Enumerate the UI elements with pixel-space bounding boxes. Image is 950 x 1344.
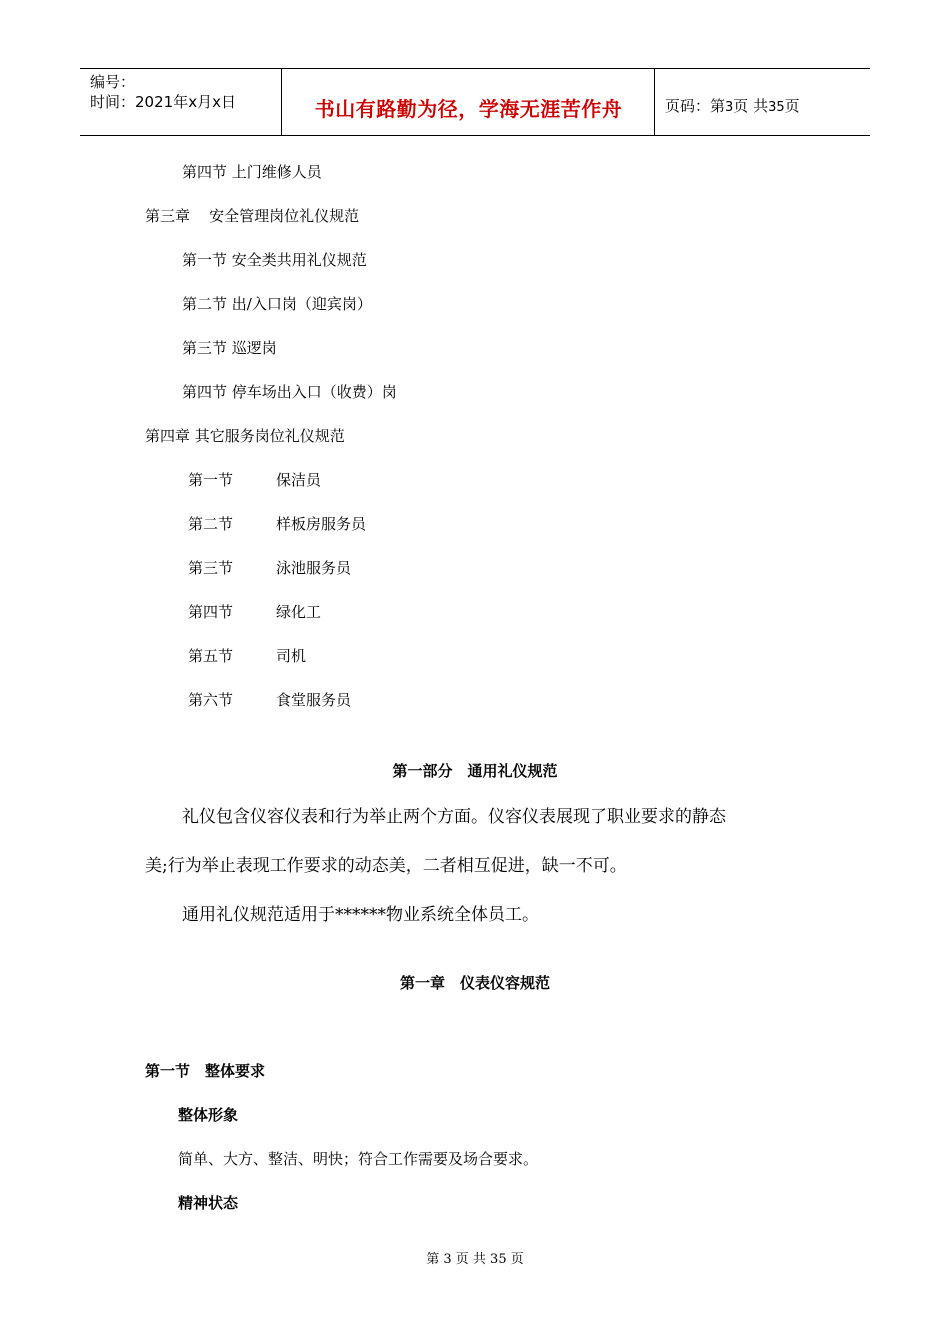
toc-num: 第三节 — [188, 559, 234, 577]
header-motto-cell — [282, 69, 655, 135]
toc-title: 巡逻岗 — [231, 339, 277, 357]
page-label: 页码：第 — [665, 97, 726, 115]
toc-line — [276, 601, 321, 622]
toc-num: 第四节 — [182, 383, 228, 401]
page-indicator — [665, 95, 800, 116]
paragraph-line: 礼仪包含仪容仪表和行为举止两个方面。仪容仪表展现了职业要求的静态 — [182, 807, 726, 827]
toc-title: 安全类共用礼仪规范 — [231, 251, 367, 269]
toc-line — [188, 513, 233, 534]
header-left-cell — [80, 69, 282, 135]
subsection-title: 整体形象 — [178, 1106, 239, 1124]
page-footer: 第 3 页 共 35 页 — [426, 1252, 524, 1267]
toc-line — [276, 469, 321, 490]
toc-title: 停车场出入口（收费）岗 — [231, 383, 397, 401]
toc-line — [188, 557, 233, 578]
toc-line — [276, 645, 306, 666]
section-title: 第一节 整体要求 — [145, 1062, 266, 1080]
toc-line — [188, 469, 233, 490]
toc-num: 第一节 — [182, 251, 228, 269]
toc-line — [182, 337, 277, 358]
toc-line — [182, 381, 397, 402]
time-line — [90, 91, 236, 112]
toc-num: 第四节 — [188, 603, 234, 621]
page-header — [80, 68, 870, 136]
toc-line — [276, 513, 366, 534]
toc-num: 第一节 — [188, 471, 234, 489]
header-page-cell — [655, 69, 870, 135]
toc-title: 出/入口岗（迎宾岗） — [231, 295, 372, 313]
toc-line — [145, 425, 345, 446]
date-value: 2021年x月x日 — [135, 93, 236, 111]
page-current: 3 — [725, 100, 734, 115]
toc-line — [188, 645, 233, 666]
page-total: 35 — [768, 100, 785, 115]
toc-num: 第四节 — [182, 163, 228, 181]
toc-line — [276, 689, 351, 710]
number-label: 编号： — [90, 73, 136, 91]
part-title: 第一部分 通用礼仪规范 — [392, 762, 558, 780]
toc-num: 第四章 — [145, 427, 191, 445]
toc-title: 泳池服务员 — [276, 559, 352, 577]
page-mid: 页 共 — [733, 97, 769, 115]
toc-num: 第二节 — [182, 295, 228, 313]
toc-line — [188, 689, 233, 710]
toc-line — [276, 557, 351, 578]
toc-num: 第六节 — [188, 691, 234, 709]
toc-num: 第二节 — [188, 515, 234, 533]
toc-line — [188, 601, 233, 622]
subsection-title: 精神状态 — [178, 1194, 239, 1212]
toc-title: 司机 — [276, 647, 307, 665]
toc-line — [182, 249, 367, 270]
toc-title: 样板房服务员 — [276, 515, 367, 533]
toc-num: 第五节 — [188, 647, 234, 665]
toc-line — [182, 161, 322, 182]
toc-title: 食堂服务员 — [276, 691, 352, 709]
time-label: 时间： — [90, 93, 136, 111]
motto: 书山有路勤为径，学海无涯苦作舟 — [314, 97, 623, 121]
chapter-title: 第一章 仪表仪容规范 — [399, 974, 550, 992]
subsection-text: 简单、大方、整洁、明快；符合工作需要及场合要求。 — [178, 1150, 539, 1168]
toc-num: 第三节 — [182, 339, 228, 357]
toc-title: 其它服务岗位礼仪规范 — [194, 427, 345, 445]
toc-line — [145, 205, 359, 226]
toc-num: 第三章 — [145, 207, 191, 225]
toc-title: 上门维修人员 — [231, 163, 322, 181]
toc-line — [182, 293, 372, 314]
toc-title: 绿化工 — [276, 603, 322, 621]
page-end: 页 — [784, 97, 800, 115]
toc-title: 安全管理岗位礼仪规范 — [209, 207, 360, 225]
toc-title: 保洁员 — [276, 471, 322, 489]
paragraph-line: 美;行为举止表现工作要求的动态美，二者相互促进，缺一不可。 — [145, 856, 627, 876]
paragraph: 通用礼仪规范适用于******物业系统全体员工。 — [182, 905, 539, 925]
